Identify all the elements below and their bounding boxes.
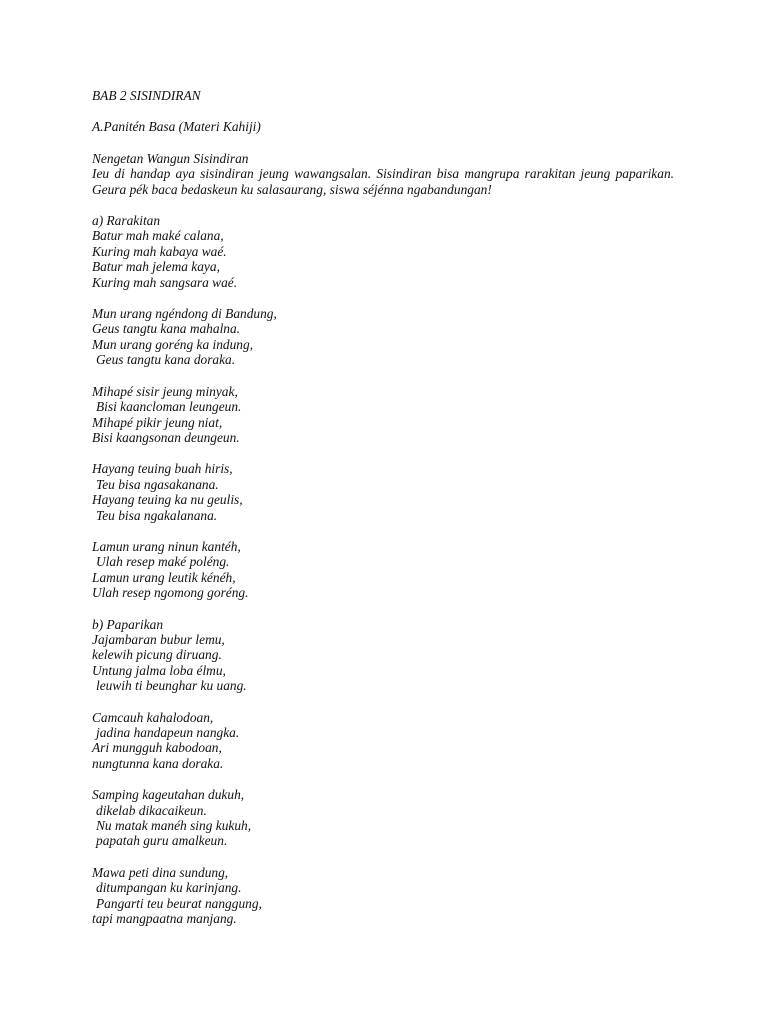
verse-line: ditumpangan ku karinjang.: [96, 880, 242, 896]
verse-line: Mihapé sisir jeung minyak,: [92, 383, 238, 399]
subsection-title: Nengetan Wangun Sisindiran: [92, 150, 249, 166]
verse-line: Nu matak manéh sing kukuh,: [96, 818, 252, 834]
verse-line: Pangarti teu beurat nanggung,: [96, 895, 262, 911]
verse-line: Jajambaran bubur lemu,: [92, 631, 225, 647]
verse-line: Teu bisa ngasakanana.: [96, 476, 219, 492]
rarakitan-heading: a) Rarakitan: [92, 213, 161, 229]
verse-line: Lamun urang ninun kantéh,: [92, 538, 241, 554]
verse-line: Bisi kaancloman leungeun.: [96, 399, 242, 415]
verse-line: Hayang teuing buah hiris,: [92, 461, 233, 477]
verse-line: tapi mangpaatna manjang.: [92, 911, 237, 927]
paparikan-section: [92, 632, 674, 943]
verse-line: Untung jalma loba élmu,: [92, 662, 226, 678]
verse-line: Ulah resep maké poléng.: [96, 554, 230, 570]
verse-line: Batur mah jelema kaya,: [92, 259, 220, 275]
verse-line: Kuring mah sangsara waé.: [92, 274, 238, 290]
stanza: [92, 865, 674, 927]
verse-line: dikelab dikacaikeun.: [96, 802, 207, 818]
paparikan-heading: b) Paparikan: [92, 616, 164, 632]
verse-line: papatah guru amalkeun.: [96, 833, 228, 849]
verse-line: leuwih ti beunghar ku uang.: [96, 678, 247, 694]
verse-line: Geus tangtu kana doraka.: [96, 352, 236, 368]
stanza: [92, 710, 674, 772]
verse-line: Geus tangtu kana mahalna.: [92, 321, 241, 337]
verse-line: Samping kageutahan dukuh,: [92, 787, 245, 803]
verse-line: Teu bisa ngakalanana.: [96, 507, 218, 523]
stanza: [92, 384, 674, 446]
verse-line: Mihapé pikir jeung niat,: [92, 414, 223, 430]
verse-line: Mawa peti dina sundung,: [92, 864, 229, 880]
verse-line: Bisi kaangsonan deungeun.: [92, 429, 240, 445]
verse-line: Mun urang goréng ka indung,: [92, 336, 254, 352]
section-title: A.Panitén Basa (Materi Kahiji): [92, 119, 261, 135]
verse-line: Ulah resep ngomong goréng.: [92, 585, 249, 601]
stanza: [92, 228, 674, 290]
verse-line: nungtunna kana doraka.: [92, 755, 224, 771]
stanza: [92, 539, 674, 601]
verse-line: Batur mah maké calana,: [92, 228, 224, 244]
verse-line: Ari mungguh kabodoan,: [92, 740, 222, 756]
verse-line: jadina handapeun nangka.: [96, 725, 240, 740]
verse-line: Mun urang ngéndong di Bandung,: [92, 306, 277, 322]
stanza: [92, 632, 674, 694]
verse-line: Lamun urang leutik kénéh,: [92, 569, 236, 585]
verse-line: kelewih picung diruang.: [92, 647, 222, 663]
stanza: [92, 306, 674, 368]
document-page: [92, 88, 674, 942]
intro-paragraph: Ieu di handap aya sisindiran jeung wawangsalan. Sisindiran bisa mangrupa rarakitan jeung paparikan. Geura pék baca bedaskeun ku salasaurang, siswa séjénna ngabandungan!: [92, 166, 674, 197]
stanza: [92, 461, 674, 523]
verse-line: Hayang teuing ka nu geulis,: [92, 492, 243, 508]
stanza: [92, 787, 674, 849]
verse-line: Kuring mah kabaya waé.: [92, 243, 227, 259]
chapter-title: BAB 2 SISINDIRAN: [92, 88, 201, 103]
rarakitan-section: [92, 228, 674, 616]
verse-line: Camcauh kahalodoan,: [92, 709, 214, 725]
